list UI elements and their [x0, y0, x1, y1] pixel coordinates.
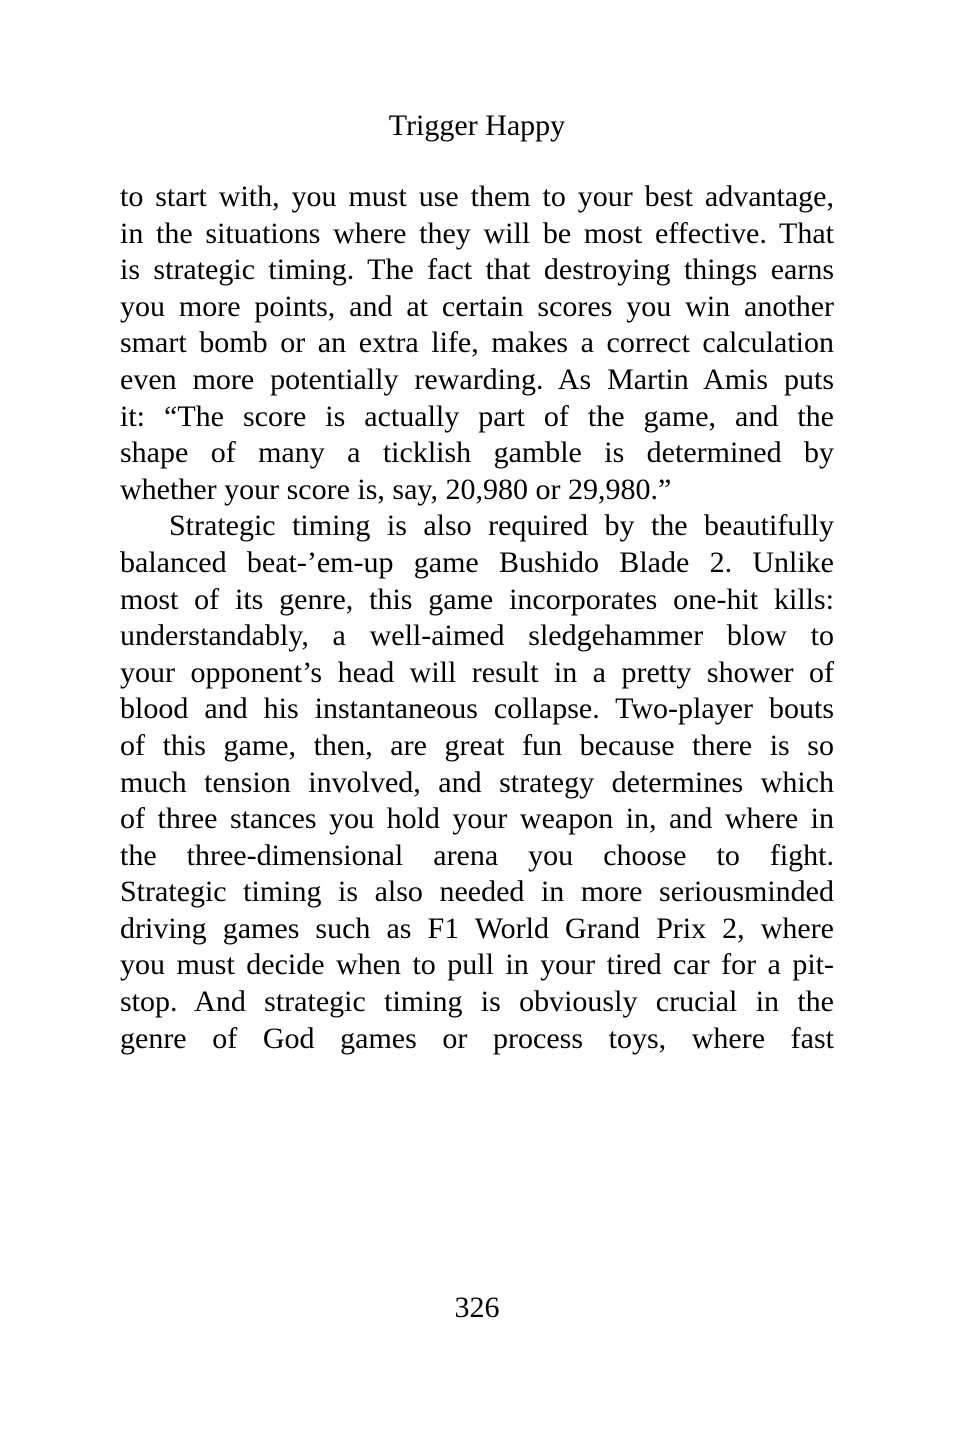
text-line: even more potentially rewarding. As Martin Amis puts	[120, 362, 834, 396]
text-line: you more points, and at certain scores you win another	[120, 289, 834, 323]
paragraph	[120, 179, 834, 508]
text-line: your opponent’s head will result in a pretty shower of	[120, 655, 834, 689]
page-number: 326	[454, 1291, 500, 1324]
text-line: most of its genre, this game incorporates one-hit kills:	[120, 582, 834, 616]
text-line: much tension involved, and strategy determines which	[120, 765, 834, 799]
text-line: stop. And strategic timing is obviously crucial in the	[120, 985, 834, 1019]
paragraph	[120, 508, 834, 1057]
running-head: Trigger Happy	[388, 109, 566, 142]
text-line: Strategic timing is also required by the beautifully	[169, 509, 834, 543]
text-line: whether your score is, say, 20,980 or 29,980.”	[120, 472, 672, 506]
text-line: driving games such as F1 World Grand Prix 2, where	[120, 911, 834, 945]
text-line: understandably, a well-aimed sledgehammer blow to	[120, 619, 834, 653]
text-line: balanced beat-’em-up game Bushido Blade 2. Unlike	[120, 545, 834, 579]
text-line: smart bomb or an extra life, makes a correct calculation	[120, 326, 834, 360]
text-line: you must decide when to pull in your tired car for a pit-	[120, 948, 834, 982]
text-line: in the situations where they will be most effective. That	[120, 216, 834, 250]
text-line: it: “The score is actually part of the game, and the	[120, 399, 834, 433]
text-line: is strategic timing. The fact that destroying things earns	[120, 253, 834, 287]
body-text	[120, 179, 834, 1057]
text-line: shape of many a ticklish gamble is determined by	[120, 436, 834, 470]
text-line: of three stances you hold your weapon in, and where in	[120, 802, 834, 836]
text-line: Strategic timing is also needed in more seriousminded	[120, 875, 834, 909]
text-line: to start with, you must use them to your best advantage,	[120, 180, 834, 213]
text-line: blood and his instantaneous collapse. Two-player bouts	[120, 692, 834, 726]
text-line: the three-dimensional arena you choose to fight.	[120, 838, 834, 872]
text-line: genre of God games or process toys, where fast	[120, 1021, 834, 1055]
text-line: of this game, then, are great fun because there is so	[120, 728, 834, 762]
